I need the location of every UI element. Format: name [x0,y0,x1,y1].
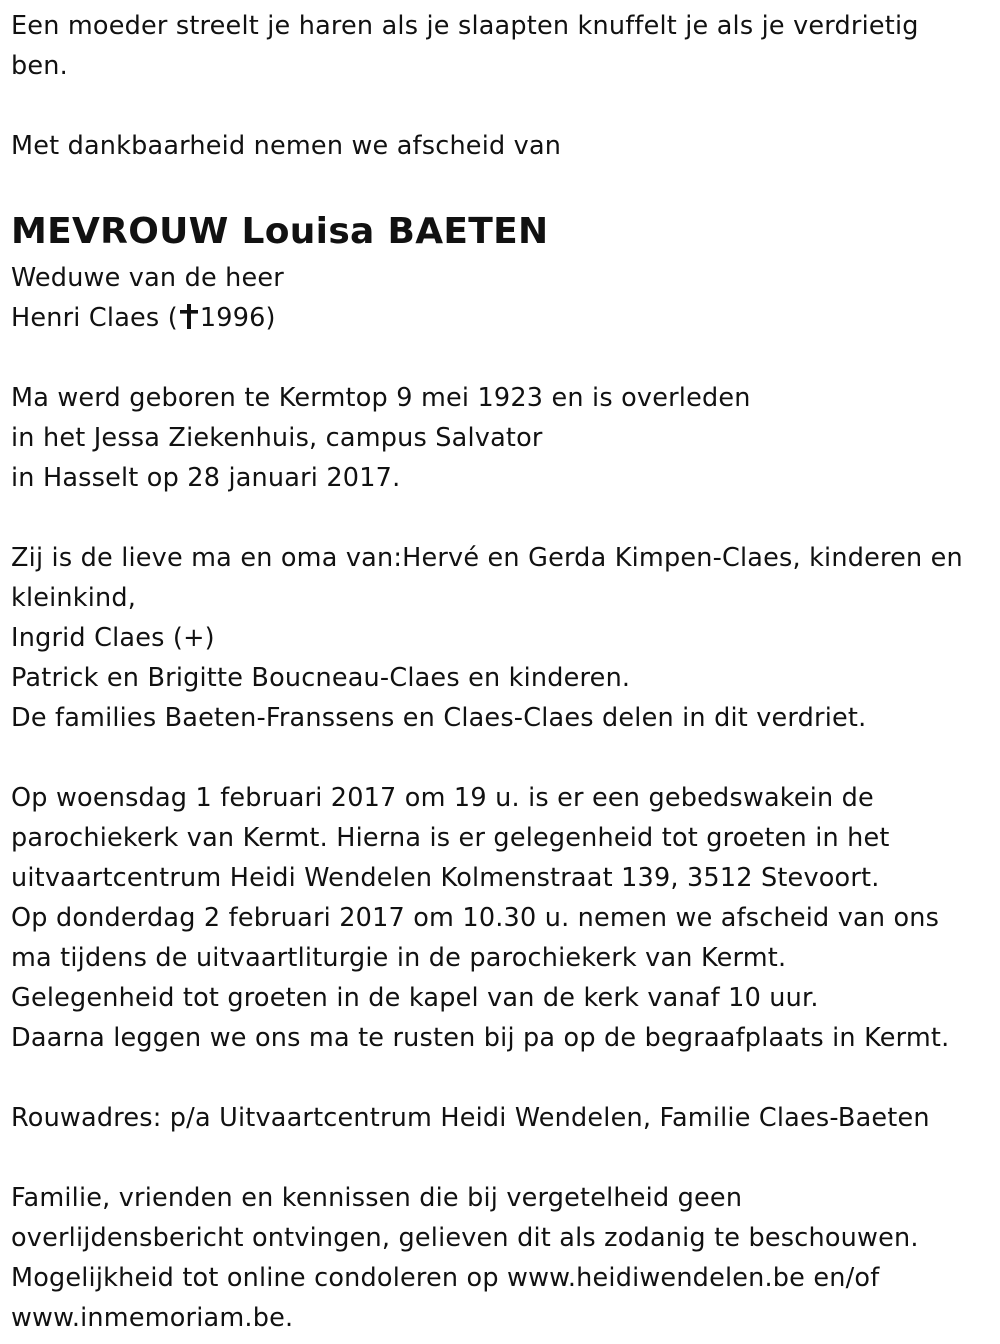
ceremony-line: Gelegenheid tot groeten in de kapel van de kerk vanaf 10 uur. [11,983,819,1013]
ceremony-line: ma tijdens de uitvaartliturgie in de parochiekerk van Kermt. [11,943,787,973]
family-line: Zij is de lieve ma en oma van:Hervé en Gerda Kimpen-Claes, kinderen en [11,543,963,573]
ceremony-line: parochiekerk van Kermt. Hierna is er gelegenheid tot groeten in het [11,823,890,853]
ceremony-line: Daarna leggen we ons ma te rusten bij pa op de begraafplaats in Kermt. [11,1023,950,1053]
family-section [11,538,991,738]
closing-section [11,1178,991,1338]
closing-line: Familie, vrienden en kennissen die bij vergetelheid geen [11,1183,743,1213]
widow-line: Weduwe van de heer [11,263,284,293]
family-line: kleinkind, [11,583,137,613]
closing-line: overlijdensbericht ontvingen, gelieven dit als zodanig te beschouwen. [11,1223,919,1253]
closing-line: Mogelijkheid tot online condoleren op www.heidiwendelen.be en/of [11,1263,880,1293]
ceremony-line: uitvaartcentrum Heidi Wendelen Kolmenstraat 139, 3512 Stevoort. [11,863,880,893]
intro-line: ben. [11,51,68,81]
birth-death-line: in Hasselt op 28 januari 2017. [11,463,401,493]
intro-line: Een moeder streelt je haren als je slaapten knuffelt je als je verdrietig [11,11,919,41]
closing-line: www.inmemoriam.be. [11,1303,294,1333]
family-line: Ingrid Claes (+) [11,623,215,653]
ceremony-line: Op donderdag 2 februari 2017 om 10.30 u. nemen we afscheid van ons [11,903,940,933]
birth-death-line: Ma werd geboren te Kermtop 9 mei 1923 en is overleden [11,383,751,413]
birth-death-line: in het Jessa Ziekenhuis, campus Salvator [11,423,543,453]
birth-death-section [11,378,991,498]
mourning-address: Rouwadres: p/a Uitvaartcentrum Heidi Wendelen, Familie Claes-Baeten [11,1103,930,1133]
ceremony-section [11,778,991,1058]
obituary-notice [11,6,991,1338]
cross-icon [178,303,200,329]
husband-name: Henri Claes ( [11,303,178,333]
family-line: De families Baeten-Franssens en Claes-Claes delen in dit verdriet. [11,703,867,733]
husband-line [11,298,991,338]
family-line: Patrick en Brigitte Boucneau-Claes en kinderen. [11,663,631,693]
gratitude-line: Met dankbaarheid nemen we afscheid van [11,131,562,161]
husband-death-year: 1996) [199,303,276,333]
deceased-name: MEVROUW Louisa BAETEN [11,211,549,252]
intro-verse [11,6,991,86]
ceremony-line: Op woensdag 1 februari 2017 om 19 u. is er een gebedswakein de [11,783,874,813]
